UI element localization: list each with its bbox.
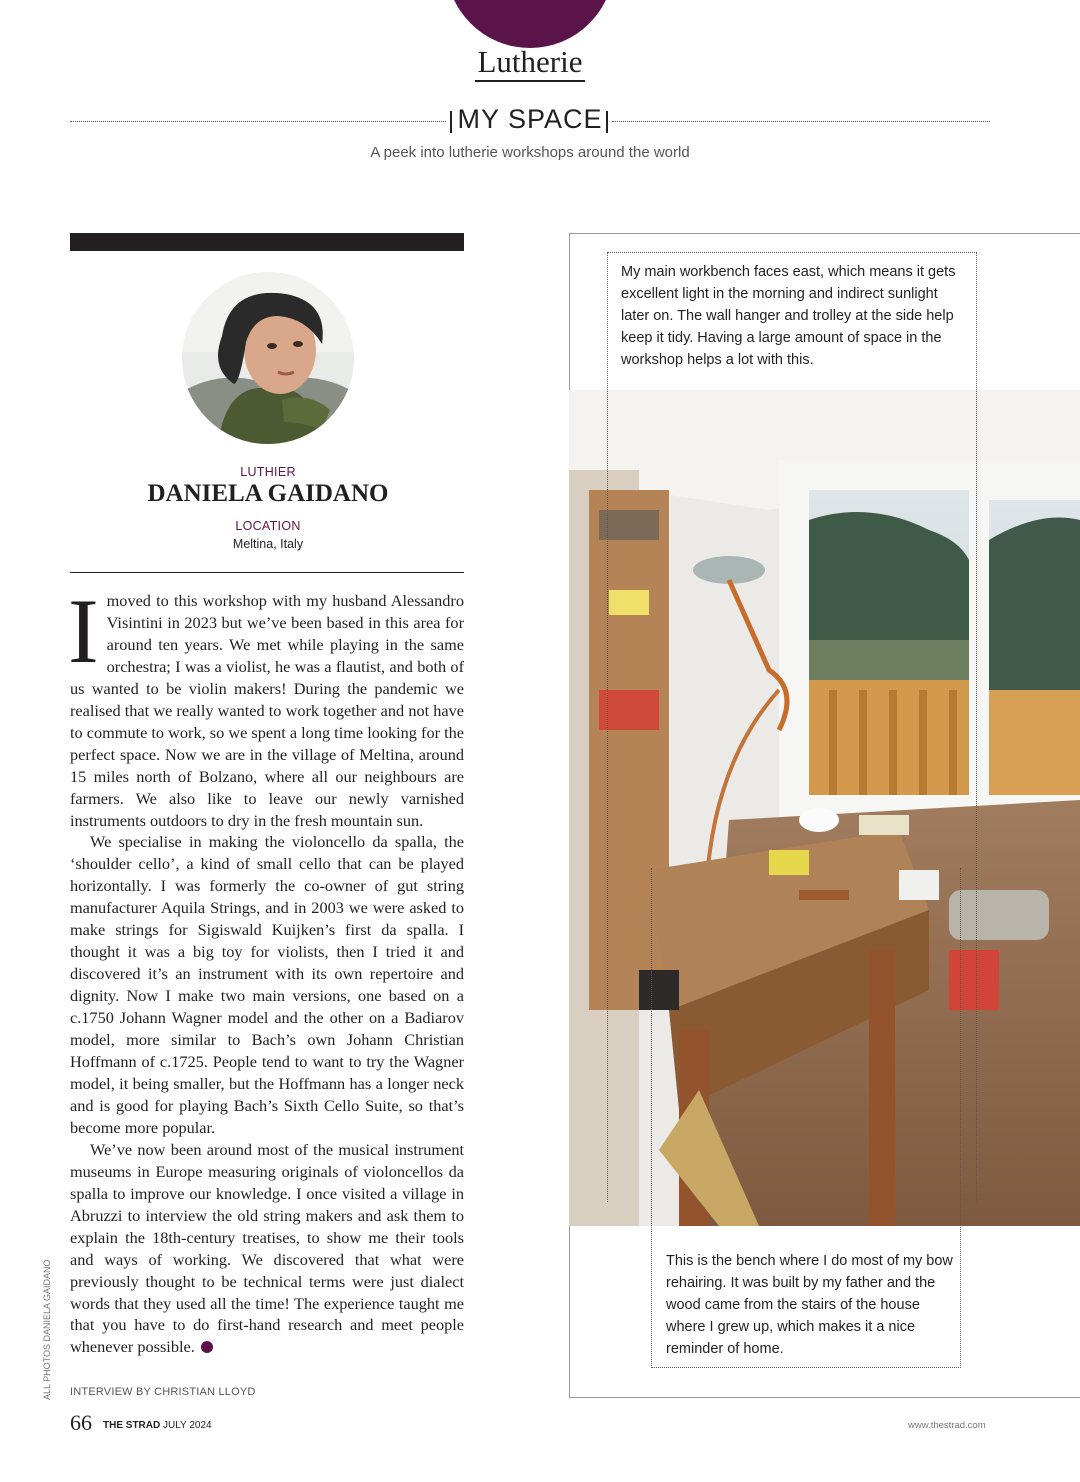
profile-bar xyxy=(70,233,464,251)
caption-bottom: This is the bench where I do most of my bow rehairing. It was built by my father and the wood came from the stairs of the house where I grew up, which makes it a nice reminder of home. xyxy=(666,1250,956,1360)
paragraph-1: Imoved to this workshop with my husband Alessandro Visintini in 2023 but we’ve been based in this area for around ten years. We met while playing in the same orchestra; I was a violist, he was a flautist, and both of us wanted to be violin makers! During the pandemic we realised that we really wanted to work together and not have to commute to work, so we spent a long time looking for the perfect space. Now we are in the village of Meltina, around 15 miles north of Bolzano, where all our neighbours are farmers. We also like to leave our newly varnished instruments outdoors to dry in the fresh mountain sun. xyxy=(68,580,464,830)
caption-top: My main workbench faces east, which means it gets excellent light in the morning and indirect sunlight later on. The wall hanger and trolley at the side help keep it tidy. Having a large amount of space in the workshop helps a lot with this. xyxy=(621,264,956,368)
profile-rule xyxy=(70,572,464,573)
luthier-portrait xyxy=(182,272,354,444)
location-value: Meltina, Italy xyxy=(232,537,304,551)
magazine-name: THE STRAD xyxy=(103,1420,161,1431)
column-subtitle: A peek into lutherie workshops around the world xyxy=(370,144,690,161)
header-dotted-rule-right xyxy=(612,121,990,122)
magazine-issue xyxy=(103,1420,212,1431)
byline: INTERVIEW BY CHRISTIAN LLOYD xyxy=(70,1386,256,1398)
photo-credit: ALL PHOTOS DANIELA GAIDANO xyxy=(42,1259,52,1400)
header-bar-right xyxy=(606,111,608,133)
drop-cap: I xyxy=(68,580,99,682)
issue-date: JULY 2024 xyxy=(163,1420,212,1431)
paragraph-2: We specialise in making the violoncello da spalla, the ‘shoulder cello’, a kind of small cello that can be played horizontally. I was formerly the co-owner of gut string manufacturer Aquila Strings, and in 2003 we were asked to make strings for Sigiswald Kuijken’s first da spalla. I thought it was a big toy for violists, then I tried it and discovered it’s an instrument with its own repertoire and dignity. Now I make two main versions, one based on a c.1750 Johann Wagner model and the other on a Badiarov model, more similar to Bach’s own Johann Christian Hoffmann of c.1725. People tend to want to try the Wagner model, it being smaller, but the Hoffmann has a longer neck and is good for playing Bach’s Sixth Cello Suite, so that’s become more popular. xyxy=(70,832,464,1137)
location-label: LOCATION xyxy=(235,519,301,533)
end-mark-icon xyxy=(201,1341,213,1353)
paragraph-3: We’ve now been around most of the musical instrument museums in Europe measuring originals of violoncellos da spalla to improve our knowledge. I once visited a village in Abruzzi to interview the old string makers and ask them to explain the 18th-century treatises, to show me their tools and ways of working. We discovered that what were previously thought to be technical terms were just dialect words that they used all the time! The experience taught me that you have to do first-hand research and meet people whenever possible. xyxy=(70,1139,464,1357)
header-decorative-disc xyxy=(446,0,614,48)
page-number: 66 xyxy=(70,1410,92,1435)
header-dotted-rule-left xyxy=(70,121,446,122)
section-title: Lutherie xyxy=(0,44,1060,80)
website: www.thestrad.com xyxy=(908,1420,986,1431)
article-body xyxy=(68,580,464,1358)
luthier-name: DANIELA GAIDANO xyxy=(147,480,389,507)
column-title: MY SPACE xyxy=(457,104,603,134)
role-label: LUTHIER xyxy=(240,465,296,479)
